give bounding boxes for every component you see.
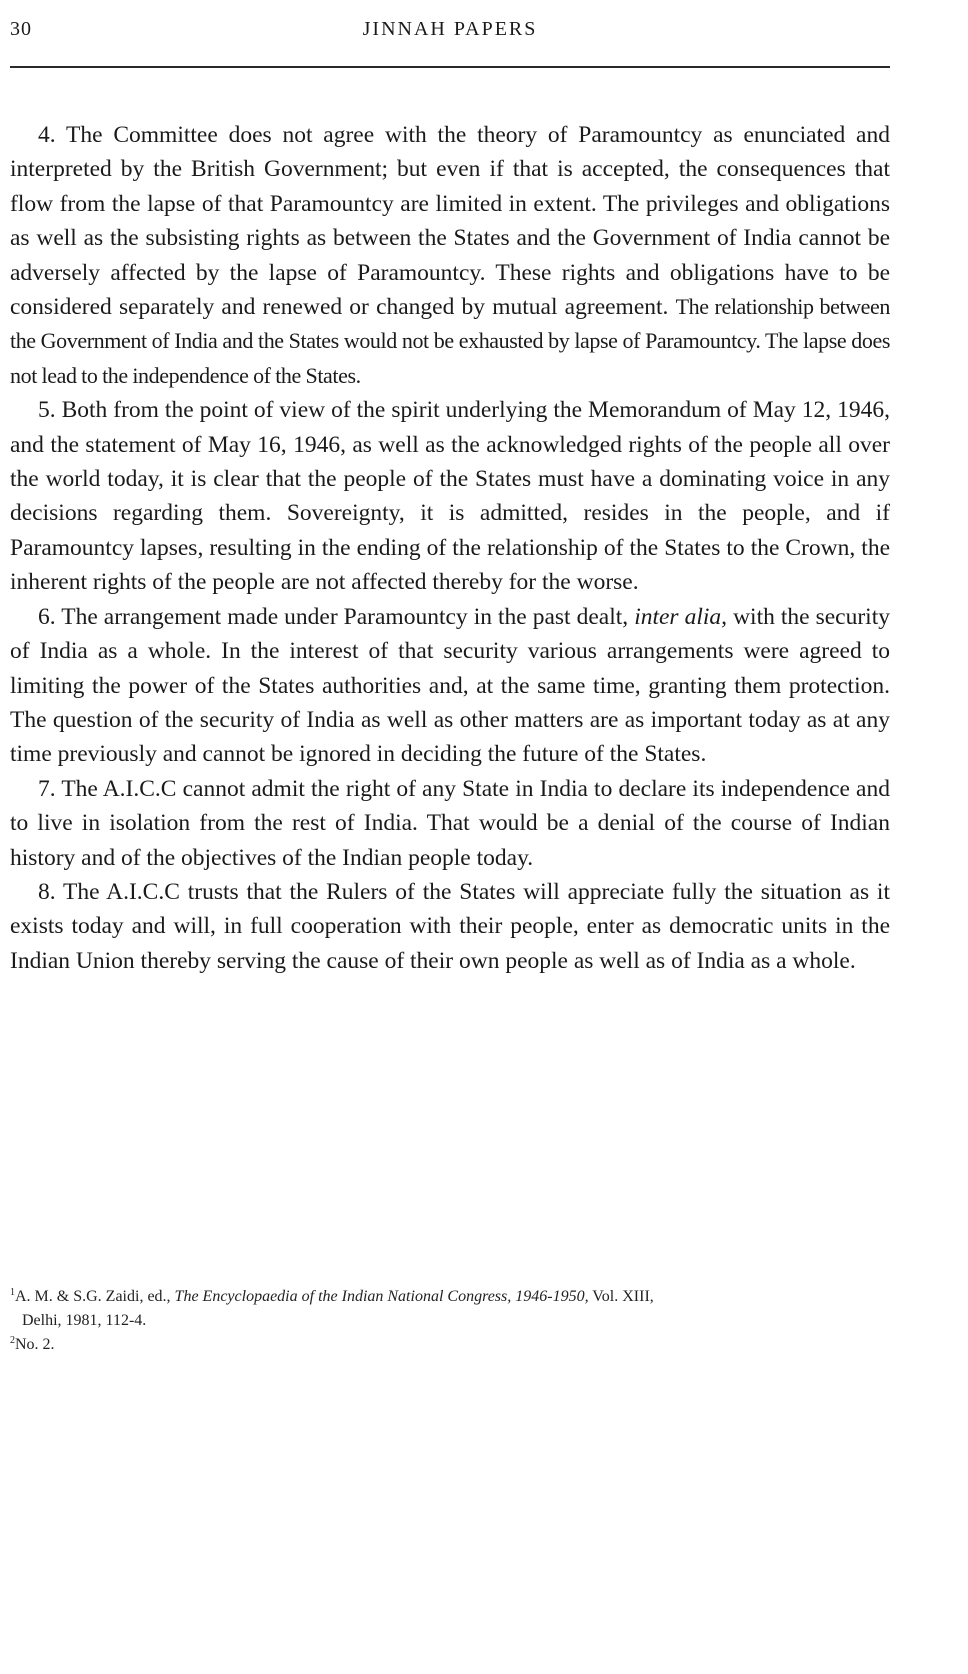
footnote-2-text: No. 2.	[15, 1336, 55, 1353]
running-title: JINNAH PAPERS	[362, 18, 538, 40]
footnote-1-title: The Encyclopaedia of the Indian National Congress, 1946-1950,	[174, 1288, 589, 1305]
paragraph-4-tail: The relationship between the Government of India and the States would not be exhausted by lapse of Paramountcy. The lapse does not lead to the independence of the States.	[10, 294, 890, 388]
footnote-1-continuation: Delhi, 1981, 112-4.	[22, 1312, 147, 1329]
footnote-1-marker: 1	[10, 1287, 15, 1298]
paragraph-4	[10, 118, 890, 393]
body-text	[10, 118, 890, 978]
paragraph-5: 5. Both from the point of view of the spirit underlying the Memorandum of May 12, 1946, and the statement of May 16, 1946, as well as the acknowledged rights of the people all over the world today, it is clear that the people of the States must have a dominating voice in any decisions regarding them. Sovereignty, it is admitted, resides in the people, and if Paramountcy lapses, resulting in the ending of the relationship of the States to the Crown, the inherent rights of the people are not affected thereby for the worse.	[10, 397, 890, 596]
paragraph-6-rest: with the security of India as a whole. In the interest of that security various arrangements were agreed to limiting the power of the States authorities and, at the same time, granting them protection. The question of the security of India as well as other matters are as important today as at any time previously and cannot be ignored in deciding the future of the States.	[10, 603, 890, 768]
paragraph-6-start: 6. The arrangement made under Paramountcy in the past dealt,	[38, 603, 629, 630]
running-head	[10, 18, 890, 48]
paragraph-4-text: 4. The Committee does not agree with the theory of Paramountcy as enunciated and interpreted by the British Government; but even if that is accepted, the consequences that flow from the lapse of that Paramountcy are limited in extent. The privileges and obligations as well as the subsisting rights as between the States and the Government of India cannot be adversely affected by the lapse of Paramountcy. These rights and obligations have to be considered separately and renewed or changed by mutual agreement.	[10, 122, 890, 321]
page-number: 30	[10, 18, 32, 40]
footnote-1	[10, 1285, 890, 1333]
footnote-2	[10, 1333, 890, 1357]
header-rule	[10, 66, 890, 68]
footnote-1-volume: Vol. XIII,	[592, 1288, 654, 1305]
footnote-2-marker: 2	[10, 1335, 15, 1346]
paragraph-6-italic: inter alia,	[634, 603, 728, 630]
footnote-1-authors: A. M. & S.G. Zaidi, ed.,	[15, 1288, 171, 1305]
footnotes	[10, 1285, 890, 1357]
paragraph-8: 8. The A.I.C.C trusts that the Rulers of the States will appreciate fully the situation as it exists today and will, in full cooperation with their people, enter as democratic units in the Indian Union thereby serving the cause of their own people as well as of India as a whole.	[10, 878, 890, 974]
paragraph-7: 7. The A.I.C.C cannot admit the right of any State in India to declare its independence and to live in isolation from the rest of India. That would be a denial of the course of Indian history and of the objectives of the Indian people today.	[10, 775, 890, 871]
paragraph-6	[10, 600, 890, 772]
